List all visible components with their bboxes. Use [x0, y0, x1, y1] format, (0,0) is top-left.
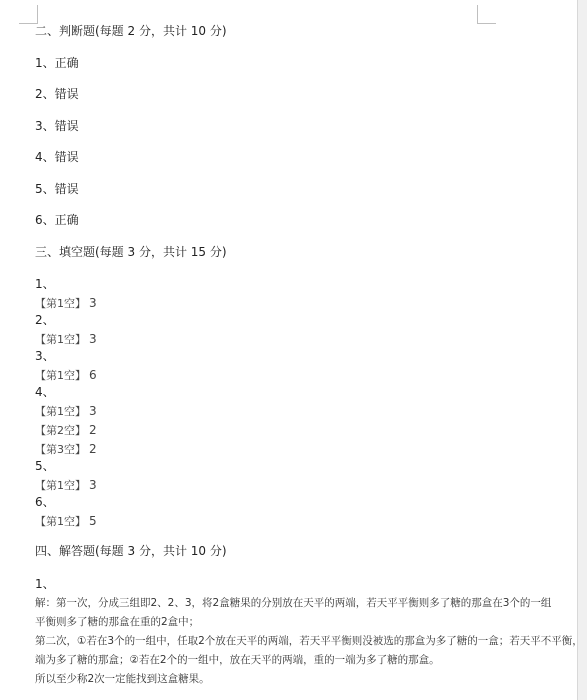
fill-blank-answer — [35, 476, 97, 494]
blank-label: 【第1空】 — [35, 405, 86, 418]
solution-line-2: 平衡则多了糖的那盒在重的2盒中； — [35, 616, 200, 628]
judgement-answer-6: 6、正确 — [35, 213, 79, 227]
judgement-answer-2: 2、错误 — [35, 87, 79, 101]
solve-question-number: 1、 — [35, 577, 55, 591]
judgement-answer-5: 5、错误 — [35, 182, 79, 196]
blank-value: 5 — [89, 514, 97, 528]
solution-line-3: 第二次，①若在3个的一组中，任取2个放在天平的两端，若天平平衡则没被选的那盒为多了糖的一盒；若天平不平衡， — [35, 635, 583, 647]
fill-question-number: 3、 — [35, 349, 55, 363]
page-edge — [577, 0, 587, 700]
fill-question-number: 5、 — [35, 459, 55, 473]
crop-mark-left — [19, 5, 38, 24]
fill-blank-answer — [35, 294, 97, 312]
fill-blank-answer — [35, 366, 97, 384]
section-heading-fill-blank: 三、填空题(每题 3 分，共计 15 分) — [35, 245, 227, 259]
fill-blank-answer — [35, 512, 97, 530]
blank-label: 【第2空】 — [35, 424, 86, 437]
blank-value: 2 — [89, 442, 97, 456]
solution-line-4: 端为多了糖的那盒；②若在2个的一组中，放在天平的两端，重的一端为多了糖的那盒。 — [35, 654, 440, 666]
blank-value: 3 — [89, 404, 97, 418]
blank-label: 【第1空】 — [35, 479, 86, 492]
blank-label: 【第1空】 — [35, 333, 86, 346]
solution-line-1: 解：第一次，分成三组即2、2、3，将2盒糖果的分别放在天平的两端，若天平平衡则多了糖的那盒在3个的一组 — [35, 597, 552, 609]
solution-line-5: 所以至少称2次一定能找到这盒糖果。 — [35, 673, 210, 685]
blank-value: 3 — [89, 296, 97, 310]
blank-label: 【第1空】 — [35, 515, 86, 528]
judgement-answer-4: 4、错误 — [35, 150, 79, 164]
blank-value: 6 — [89, 368, 97, 382]
blank-label: 【第1空】 — [35, 297, 86, 310]
fill-question-number: 1、 — [35, 277, 55, 291]
fill-blank-answer — [35, 421, 97, 439]
fill-question-number: 6、 — [35, 495, 55, 509]
section-heading-solve: 四、解答题(每题 3 分，共计 10 分) — [35, 544, 227, 558]
fill-question-number: 2、 — [35, 313, 55, 327]
fill-question-number: 4、 — [35, 385, 55, 399]
judgement-answer-1: 1、正确 — [35, 56, 79, 70]
judgement-answer-3: 3、错误 — [35, 119, 79, 133]
crop-mark-right — [477, 5, 496, 24]
blank-value: 3 — [89, 332, 97, 346]
blank-value: 2 — [89, 423, 97, 437]
blank-label: 【第1空】 — [35, 369, 86, 382]
blank-value: 3 — [89, 478, 97, 492]
fill-blank-answer — [35, 330, 97, 348]
fill-blank-answer — [35, 440, 97, 458]
fill-blank-answer — [35, 402, 97, 420]
blank-label: 【第3空】 — [35, 443, 86, 456]
section-heading-judgement: 二、判断题(每题 2 分，共计 10 分) — [35, 24, 227, 38]
